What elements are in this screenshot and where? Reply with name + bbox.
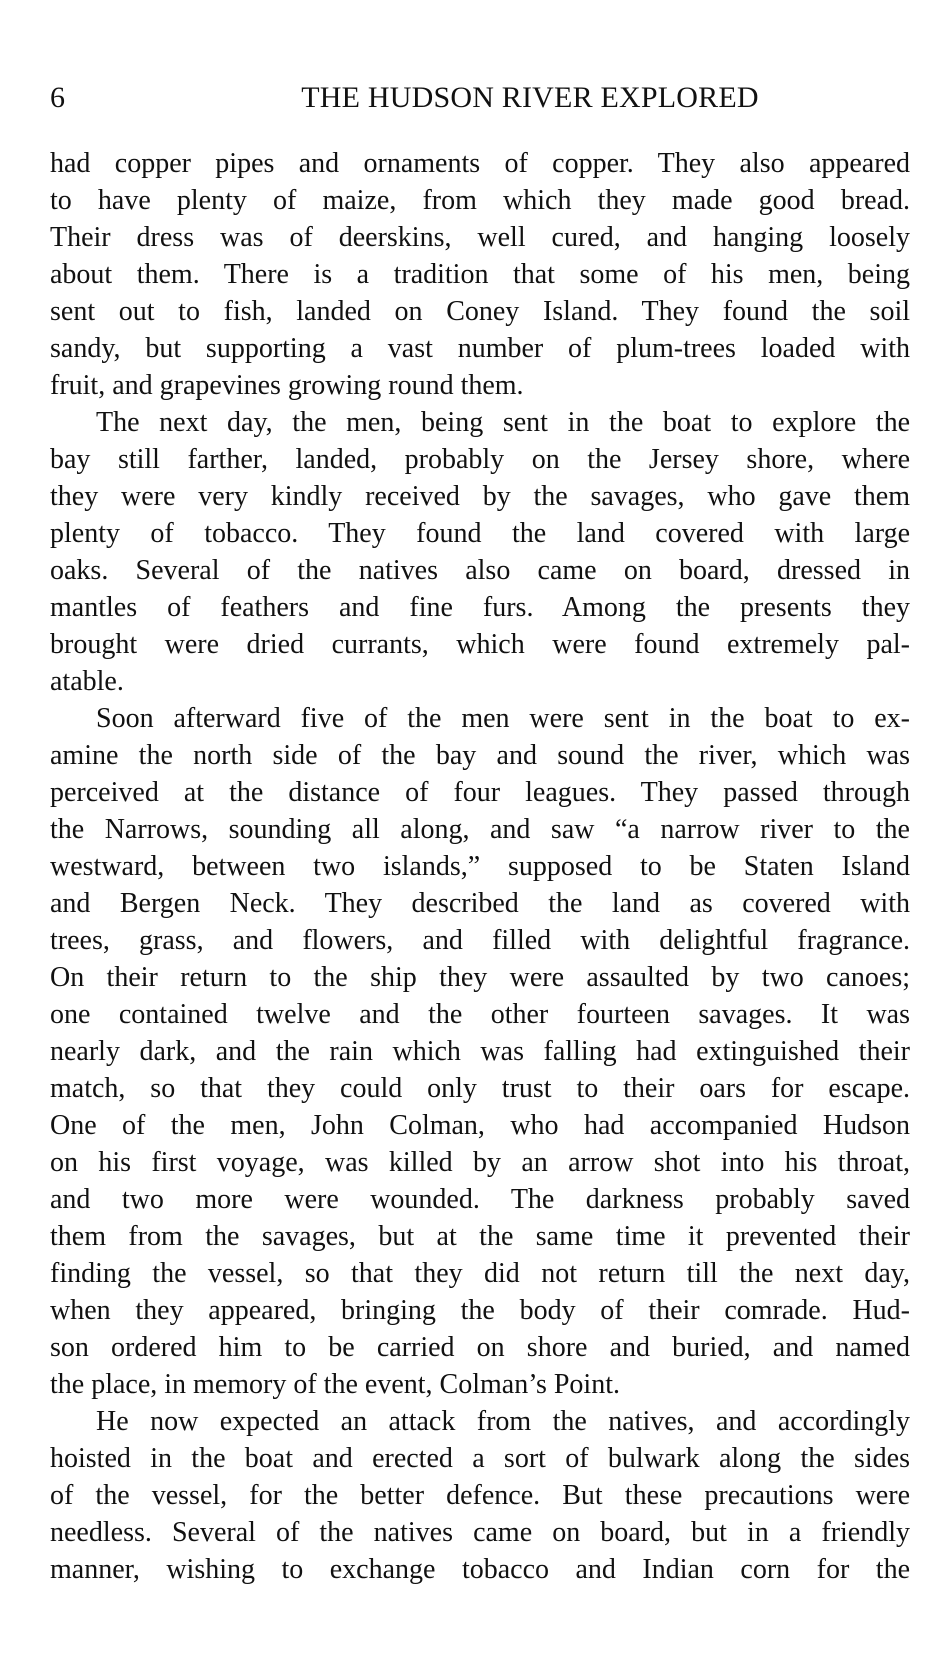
running-title: THE HUDSON RIVER EXPLORED: [301, 81, 759, 114]
text-line: plenty of tobacco. They found the land covered with large: [50, 518, 910, 549]
text-line: trees, grass, and flowers, and filled with delightful fragrance.: [50, 925, 910, 956]
page-number: 6: [50, 81, 66, 114]
text-line: one contained twelve and the other fourteen savages. It was: [50, 999, 910, 1030]
text-line: On their return to the ship they were assaulted by two canoes;: [50, 962, 910, 993]
text-line: Soon afterward five of the men were sent in the boat to ex-: [96, 703, 910, 734]
text-line: hoisted in the boat and erected a sort of bulwark along the sides: [50, 1443, 910, 1474]
paragraph: [50, 1403, 910, 1588]
text-line: and two more were wounded. The darkness probably saved: [50, 1184, 910, 1215]
text-line: the place, in memory of the event, Colman’s Point.: [50, 1369, 620, 1400]
text-line: about them. There is a tradition that some of his men, being: [50, 259, 910, 290]
text-line: bay still farther, landed, probably on the Jersey shore, where: [50, 444, 910, 475]
text-line: The next day, the men, being sent in the boat to explore the: [96, 407, 910, 438]
text-line: nearly dark, and the rain which was falling had extinguished their: [50, 1036, 910, 1067]
paragraph: [50, 404, 910, 700]
text-line: manner, wishing to exchange tobacco and Indian corn for the: [50, 1554, 910, 1585]
text-line: fruit, and grapevines growing round them.: [50, 370, 524, 401]
text-line: needless. Several of the natives came on board, but in a friendly: [50, 1517, 910, 1548]
text-line: to have plenty of maize, from which they made good bread.: [50, 185, 910, 216]
text-line: sent out to fish, landed on Coney Island. They found the soil: [50, 296, 910, 327]
body-text: [50, 145, 910, 1588]
text-line: and Bergen Neck. They described the land as covered with: [50, 888, 910, 919]
text-line: match, so that they could only trust to their oars for escape.: [50, 1073, 910, 1104]
text-line: mantles of feathers and fine furs. Among the presents they: [50, 592, 910, 623]
text-line: atable.: [50, 666, 124, 697]
text-line: finding the vessel, so that they did not return till the next day,: [50, 1258, 910, 1289]
running-head: [50, 78, 910, 118]
text-line: on his first voyage, was killed by an arrow shot into his throat,: [50, 1147, 910, 1178]
paragraph: [50, 700, 910, 1403]
text-line: One of the men, John Colman, who had accompanied Hudson: [50, 1110, 910, 1141]
text-line: when they appeared, bringing the body of their comrade. Hud-: [50, 1295, 910, 1326]
text-line: brought were dried currants, which were found extremely pal-: [50, 629, 910, 660]
text-line: sandy, but supporting a vast number of plum-trees loaded with: [50, 333, 910, 364]
text-line: son ordered him to be carried on shore and buried, and named: [50, 1332, 910, 1363]
text-line: amine the north side of the bay and sound the river, which was: [50, 740, 910, 771]
text-line: He now expected an attack from the natives, and accordingly: [96, 1406, 910, 1437]
text-line: perceived at the distance of four leagues. They passed through: [50, 777, 910, 808]
text-line: westward, between two islands,” supposed to be Staten Island: [50, 851, 910, 882]
text-line: Their dress was of deerskins, well cured, and hanging loosely: [50, 222, 910, 253]
text-line: oaks. Several of the natives also came on board, dressed in: [50, 555, 910, 586]
text-line: had copper pipes and ornaments of copper. They also appeared: [50, 148, 910, 179]
text-line: them from the savages, but at the same time it prevented their: [50, 1221, 910, 1252]
text-line: the Narrows, sounding all along, and saw “a narrow river to the: [50, 814, 910, 845]
text-line: they were very kindly received by the savages, who gave them: [50, 481, 910, 512]
paragraph: [50, 145, 910, 404]
text-line: of the vessel, for the better defence. But these precautions were: [50, 1480, 910, 1511]
